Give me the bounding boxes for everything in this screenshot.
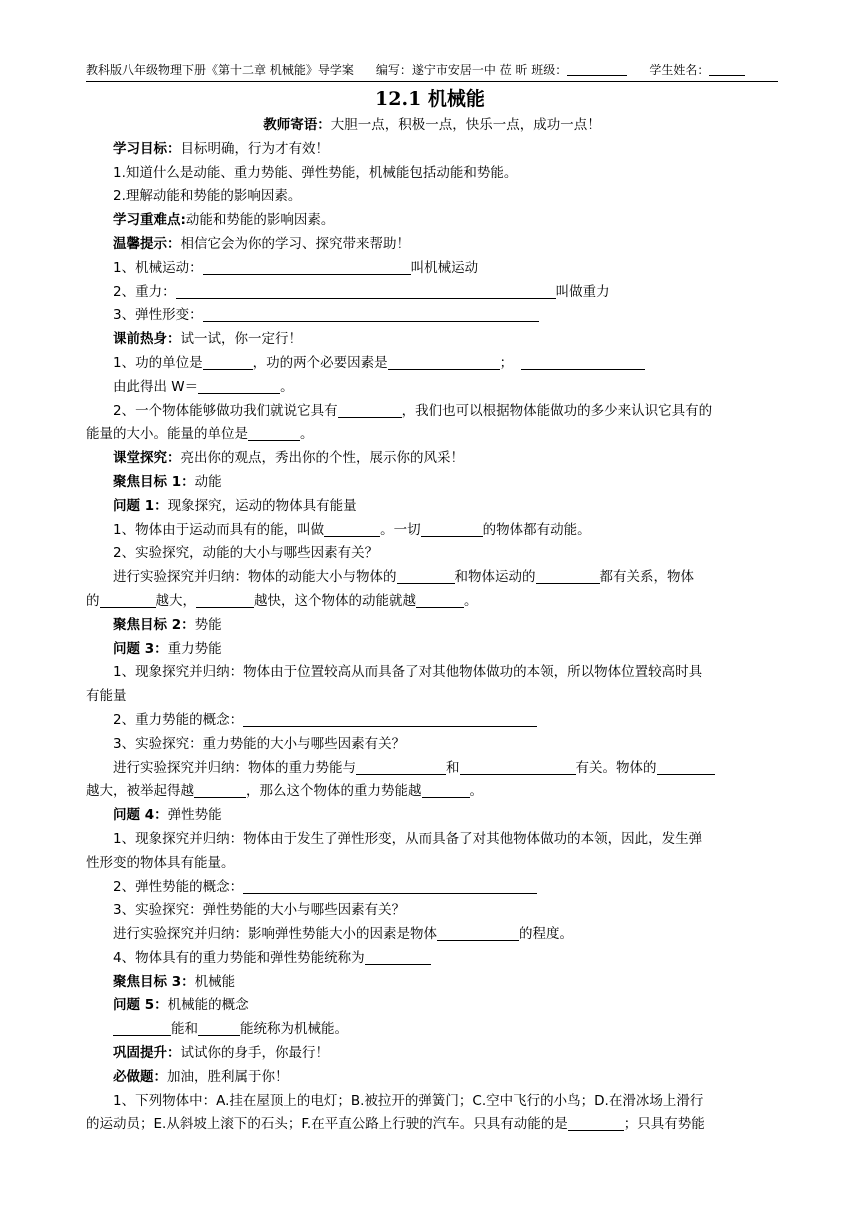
question-text: 的 [86, 592, 100, 609]
review-question [86, 304, 778, 328]
answer-blank[interactable] [196, 593, 254, 608]
focus2-question: 3、实验探究：重力势能的大小与哪些因素有关？ [113, 735, 406, 752]
tip-label: 温馨提示： [113, 235, 181, 252]
answer-blank[interactable] [460, 760, 576, 775]
question-text: 能统称为机械能。 [240, 1021, 348, 1038]
answer-blank[interactable] [243, 712, 537, 727]
header-author: 编写：遂宁市安居一中 莅 昕 [375, 63, 528, 77]
question-text: ； [499, 354, 514, 371]
focus1-question [86, 590, 778, 614]
question-text: 2、重力势能的概念： [113, 711, 244, 728]
focus2-question [86, 876, 778, 900]
problem-text: 现象探究，运动的物体具有能量 [167, 497, 357, 514]
focus-heading [86, 971, 778, 995]
required-heading [86, 1066, 778, 1090]
answer-blank[interactable] [194, 783, 246, 798]
focus-label: 聚焦目标 3： [113, 973, 195, 990]
focus2-question: 1、现象探究并归纳：物体由于位置较高从而具备了对其他物体做功的本领，所以物体位置较高时具 [113, 664, 703, 681]
required-text: 加油，胜利属于你！ [167, 1068, 289, 1085]
answer-blank[interactable] [324, 522, 380, 537]
problem-text: 弹性势能 [167, 807, 222, 824]
problem-heading [86, 638, 778, 662]
answer-blank[interactable] [338, 403, 402, 418]
warmup-question [86, 400, 778, 424]
key-points-text: 动能和势能的影响因素。 [185, 212, 335, 229]
teacher-message-text: 大胆一点，积极一点，快乐一点，成功一点！ [330, 117, 601, 133]
question-text: 的运动员；E.从斜坡上滚下的石头；F.在平直公路上行驶的汽车。只具有动能的是 [86, 1116, 568, 1133]
review-question [86, 257, 778, 281]
goals-heading [86, 138, 778, 162]
question-text: 。 [300, 426, 314, 443]
question-text: 有关。物体的 [575, 759, 657, 776]
answer-blank[interactable] [388, 355, 500, 370]
problem-heading [86, 994, 778, 1018]
answer-blank[interactable] [536, 569, 600, 584]
class-blank[interactable] [567, 63, 627, 76]
answer-blank[interactable] [397, 569, 455, 584]
answer-blank[interactable] [100, 593, 156, 608]
question-text: 和 [446, 759, 460, 776]
question-text: 能量的大小。能量的单位是 [86, 426, 248, 443]
focus3-question [86, 1018, 778, 1042]
focus-label: 聚焦目标 2： [113, 616, 195, 633]
question-text: 1、物体由于运动而具有的能，叫做 [113, 521, 325, 538]
teacher-message-label: 教师寄语： [263, 117, 331, 133]
question-text: 4、物体具有的重力势能和弹性势能统称为 [113, 949, 365, 966]
problem-text: 重力势能 [167, 640, 222, 657]
answer-blank[interactable] [365, 950, 431, 965]
answer-blank[interactable] [521, 355, 645, 370]
focus2-question: 3、实验探究：弹性势能的大小与哪些因素有关？ [113, 902, 406, 919]
question-text: 进行实验探究并归纳：物体的重力势能与 [113, 759, 356, 776]
question-text: 。 [469, 783, 483, 800]
review-question [86, 281, 778, 305]
focus2-question: 1、现象探究并归纳：物体由于发生了弹性形变，从而具备了对其他物体做功的本领，因此，发生弹 [113, 830, 703, 847]
answer-blank[interactable] [568, 1116, 624, 1131]
key-points-label: 学习重难点: [113, 212, 186, 229]
problem-heading [86, 495, 778, 519]
goal-item: 1.知道什么是动能、重力势能、弹性势能，机械能包括动能和势能。 [113, 164, 518, 181]
question-text: 叫机械运动 [410, 259, 479, 276]
problem-label: 问题 4： [113, 807, 168, 824]
question-text: 越大，被举起得越 [86, 783, 194, 800]
question-text: 进行实验探究并归纳：物体的动能大小与物体的 [113, 569, 397, 586]
answer-blank[interactable] [203, 355, 253, 370]
problem-label: 问题 1： [113, 497, 168, 514]
problem-label: 问题 5： [113, 997, 168, 1014]
question-text: 。 [280, 378, 294, 395]
goals-label: 学习目标： [113, 140, 181, 157]
student-name-blank[interactable] [709, 63, 745, 76]
focus-heading [86, 614, 778, 638]
focus2-question: 有能量 [86, 688, 127, 705]
required-question: 1、下列物体中：A.挂在屋顶上的电灯；B.被拉开的弹簧门；C.空中飞行的小鸟；D.在滑冰场上滑行 [113, 1092, 704, 1109]
question-text: ，我们也可以根据物体能做功的多少来认识它具有的 [401, 402, 713, 419]
explore-text: 亮出你的观点，秀出你的个性，展示你的风采！ [180, 450, 464, 467]
answer-blank[interactable] [421, 522, 483, 537]
focus2-question [86, 709, 778, 733]
teacher-message [86, 114, 778, 138]
question-text: 2、弹性势能的概念： [113, 878, 244, 895]
question-text: 2、重力： [113, 283, 176, 300]
answer-blank[interactable] [422, 783, 470, 798]
warmup-heading [86, 328, 778, 352]
question-text: ，功的两个必要因素是 [252, 354, 388, 371]
problem-text: 机械能的概念 [167, 997, 249, 1014]
explore-label: 课堂探究： [113, 450, 181, 467]
question-text: 1、功的单位是 [113, 354, 203, 371]
focus-text: 动能 [194, 473, 222, 490]
answer-blank[interactable] [356, 760, 446, 775]
header-class-label: 班级： [531, 63, 568, 77]
worksheet-content [86, 114, 778, 1137]
warmup-text: 试一试，你一定行！ [180, 331, 302, 348]
warmup-question [86, 423, 778, 447]
answer-blank[interactable] [113, 1021, 171, 1036]
question-text: 的程度。 [519, 926, 573, 943]
consolidate-label: 巩固提升： [113, 1045, 181, 1062]
question-text: 越大， [155, 592, 196, 609]
warmup-label: 课前热身： [113, 331, 181, 348]
answer-blank[interactable] [198, 1021, 240, 1036]
question-text: 3、弹性形变： [113, 307, 203, 324]
focus2-question: 性形变的物体具有能量。 [86, 854, 235, 871]
answer-blank[interactable] [176, 284, 556, 299]
page-header [86, 61, 778, 82]
answer-blank[interactable] [657, 760, 715, 775]
focus2-question [86, 947, 778, 971]
page-title: 12.1 机械能 [375, 88, 485, 110]
question-text: 2、一个物体能够做功我们就说它具有 [113, 402, 338, 419]
focus-text: 机械能 [194, 973, 236, 990]
question-text: 。 [464, 592, 478, 609]
answer-blank[interactable] [437, 926, 519, 941]
question-text: 。一切 [380, 521, 421, 538]
focus1-question [86, 566, 778, 590]
question-text: ，那么这个物体的重力势能越 [246, 783, 422, 800]
warmup-question [86, 376, 778, 400]
focus2-question [86, 780, 778, 804]
goals-text: 目标明确，行为才有效！ [180, 140, 329, 157]
question-text: 能和 [171, 1021, 198, 1038]
consolidate-heading [86, 1042, 778, 1066]
focus2-question [86, 757, 778, 781]
tip-text: 相信它会为你的学习、探究带来帮助！ [180, 235, 410, 252]
explore-heading [86, 447, 778, 471]
focus-label: 聚焦目标 1： [113, 473, 195, 490]
required-label: 必做题： [113, 1068, 167, 1085]
answer-blank[interactable] [243, 879, 537, 894]
answer-blank[interactable] [198, 379, 280, 394]
header-book-title: 教科版八年级物理下册《第十二章 机械能》导学案 [86, 63, 354, 77]
problem-heading [86, 804, 778, 828]
key-points [86, 209, 778, 233]
question-text: 和物体运动的 [454, 569, 536, 586]
question-text: 进行实验探究并归纳：影响弹性势能大小的因素是物体 [113, 926, 437, 943]
focus1-question [86, 519, 778, 543]
answer-blank[interactable] [203, 260, 411, 275]
question-text: 1、机械运动： [113, 259, 203, 276]
goal-item: 2.理解动能和势能的影响因素。 [113, 188, 302, 205]
focus2-question [86, 923, 778, 947]
answer-blank[interactable] [248, 426, 300, 441]
tip-heading [86, 233, 778, 257]
consolidate-text: 试试你的身手，你最行！ [180, 1045, 329, 1062]
question-text: 叫做重力 [555, 283, 610, 300]
answer-blank[interactable] [416, 593, 464, 608]
question-text: 都有关系，物体 [599, 569, 694, 586]
focus-heading [86, 471, 778, 495]
required-question [86, 1113, 778, 1137]
answer-blank[interactable] [203, 307, 539, 322]
focus1-question: 2、实验探究，动能的大小与哪些因素有关？ [113, 545, 379, 562]
warmup-question [86, 352, 778, 376]
question-text: ；只具有势能 [623, 1116, 705, 1133]
question-text: 由此得出 W＝ [113, 378, 199, 395]
question-text: 的物体都有动能。 [482, 521, 591, 538]
problem-label: 问题 3： [113, 640, 168, 657]
question-text: 越快，这个物体的动能就越 [254, 592, 416, 609]
focus-text: 势能 [194, 616, 222, 633]
header-name-label: 学生姓名： [649, 63, 710, 77]
